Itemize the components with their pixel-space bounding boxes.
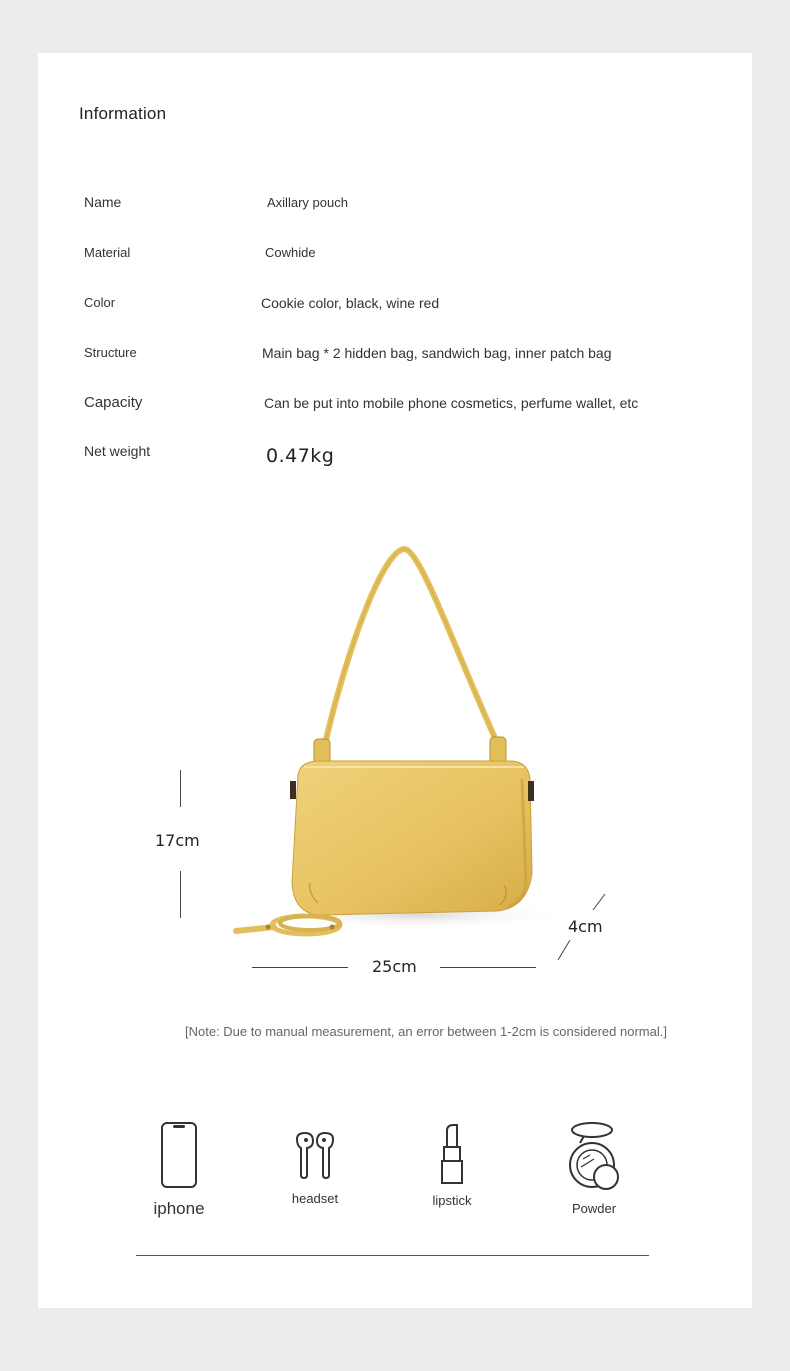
- product-info-card: [38, 53, 752, 1308]
- structure-label: Structure: [84, 345, 137, 360]
- net-weight-label: Net weight: [84, 443, 151, 459]
- accessory-lipstick: [397, 1123, 507, 1208]
- name-value: Axillary pouch: [267, 195, 348, 210]
- compact-powder-icon: [566, 1121, 622, 1193]
- phone-icon: [159, 1121, 199, 1191]
- height-dimension-label: 17cm: [155, 831, 200, 850]
- accessory-label-iphone: iphone: [153, 1199, 205, 1218]
- accessory-label-lipstick: lipstick: [432, 1193, 472, 1208]
- capacity-label: Capacity: [84, 394, 143, 411]
- bag-product-image: [228, 543, 568, 943]
- material-value: Cowhide: [265, 245, 316, 260]
- measurement-note: [Note: Due to manual measurement, an error between 1-2cm is considered normal.]: [185, 1024, 667, 1039]
- color-label: Color: [84, 295, 116, 310]
- color-value: Cookie color, black, wine red: [261, 295, 440, 311]
- depth-dimension-label: 4cm: [568, 917, 603, 936]
- capacity-value: Can be put into mobile phone cosmetics, perfume wallet, etc: [264, 395, 639, 411]
- width-dimension-label: 25cm: [372, 957, 417, 976]
- accessory-label-headset: headset: [291, 1191, 339, 1206]
- bag-body: [292, 761, 532, 915]
- accessory-label-powder: Powder: [571, 1201, 617, 1216]
- net-weight-value: 0.47kg: [266, 445, 335, 467]
- height-dimension-line-top: [180, 770, 181, 807]
- lipstick-icon: [439, 1123, 465, 1185]
- width-dimension-line-right: [440, 967, 536, 968]
- bag-handle: [324, 549, 500, 749]
- material-label: Material: [84, 245, 131, 260]
- depth-dimension-line-bottom: [557, 939, 571, 961]
- height-dimension-line-bottom: [180, 871, 181, 918]
- depth-dimension-line-top: [592, 893, 606, 911]
- width-dimension-line-left: [252, 967, 348, 968]
- accessory-headset: [260, 1131, 370, 1206]
- name-label: Name: [84, 194, 122, 210]
- accessory-powder: [539, 1121, 649, 1216]
- structure-value: Main bag * 2 hidden bag, sandwich bag, inner patch bag: [262, 345, 612, 361]
- earbuds-icon: [293, 1131, 337, 1183]
- footer-divider: [136, 1255, 649, 1256]
- accessory-iphone: [124, 1121, 234, 1219]
- information-title: Information: [79, 104, 167, 123]
